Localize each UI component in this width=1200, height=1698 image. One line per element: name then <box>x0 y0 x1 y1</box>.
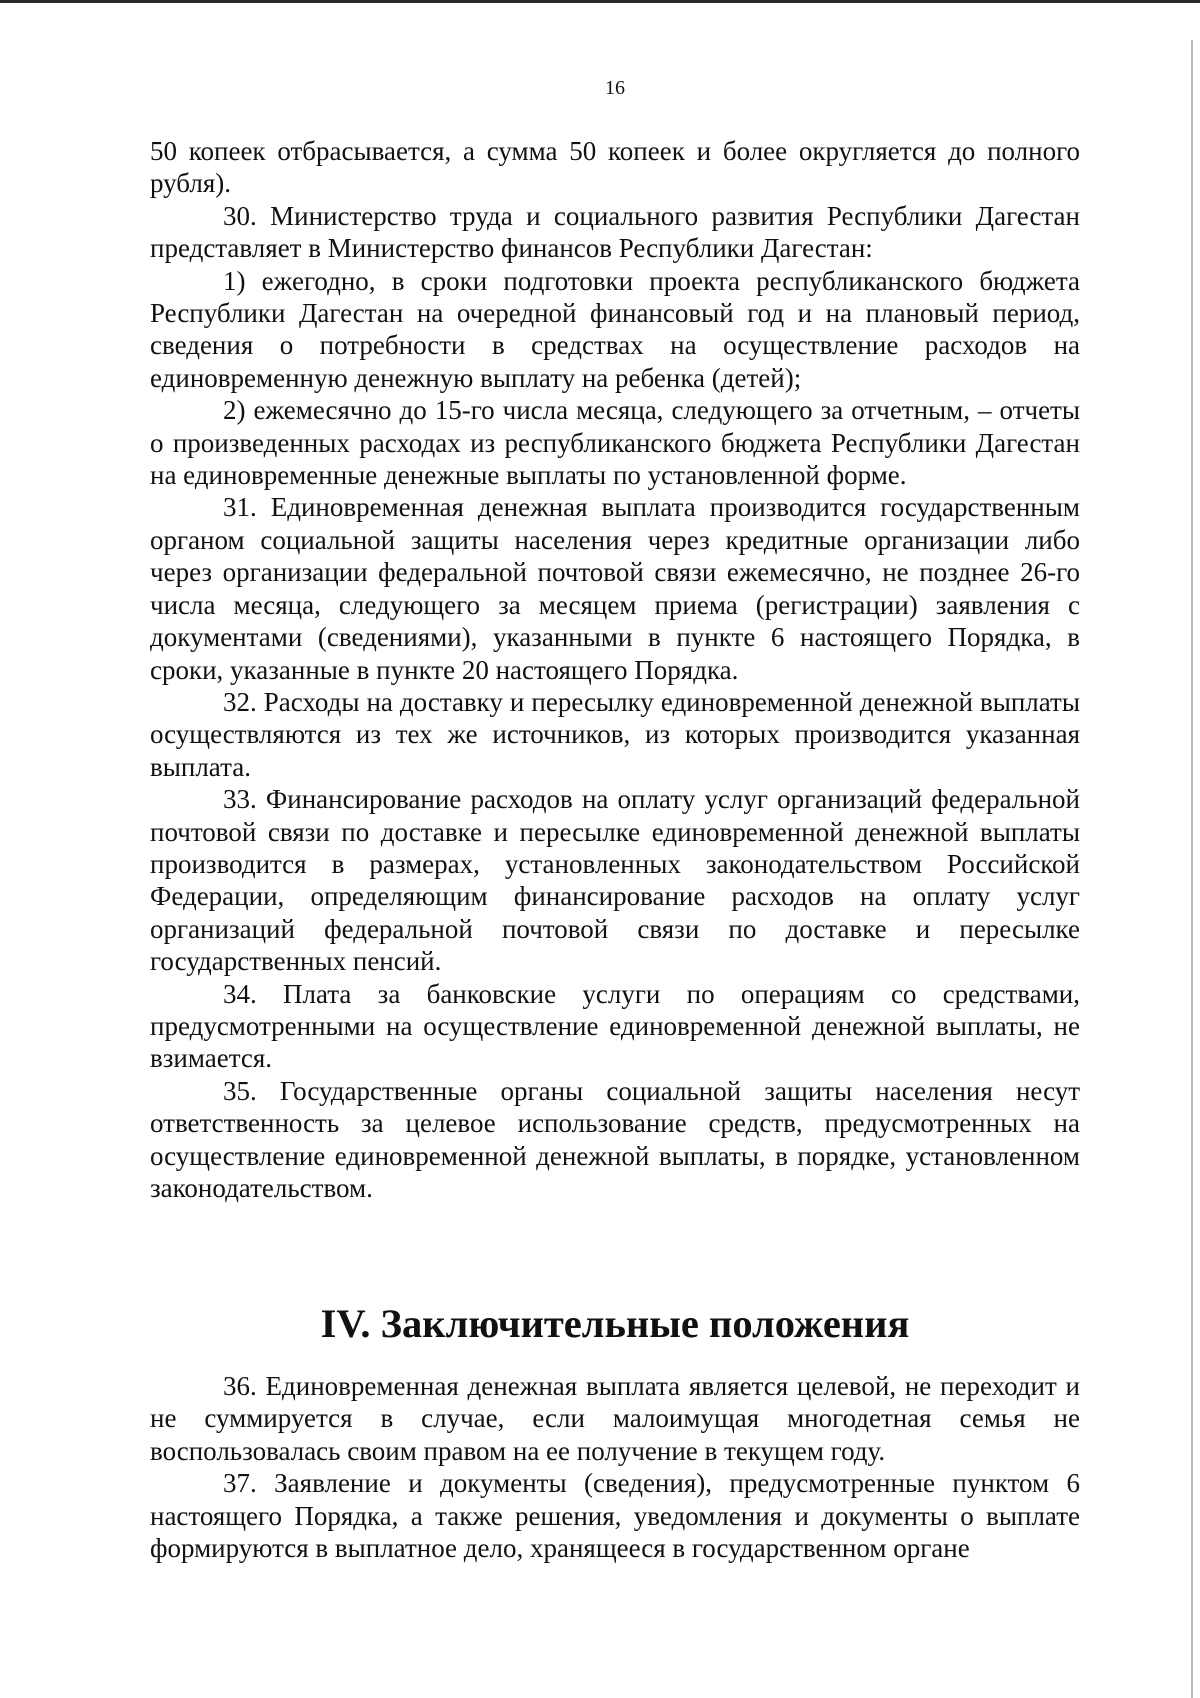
page-number: 16 <box>605 77 625 99</box>
paragraph-32: 32. Расходы на доставку и пересылку единовременной денежной выплаты осуществляются из тех же источников, из которых производится указанная выплата. <box>150 686 1080 782</box>
paragraph-continuation: 50 копеек отбрасывается, а сумма 50 копеек и более округляется до полного рубля). <box>150 136 1080 199</box>
paragraph-34: 34. Плата за банковские услуги по операциям со средствами, предусмотренными на осуществление единовременной денежной выплаты, не взимается. <box>150 978 1080 1074</box>
paragraph-37: 37. Заявление и документы (сведения), предусмотренные пунктом 6 настоящего Порядка, а также решения, уведомления и документы о выплате формируются в выплатное дело, хранящееся в государственном органе <box>150 1468 1080 1564</box>
paragraph-30-item-2: 2) ежемесячно до 15-го числа месяца, следующего за отчетным, – отчеты о произведенных расходах из республиканского бюджета Республики Дагестан на единовременные денежные выплаты по установленной форме. <box>150 395 1080 491</box>
paragraph-30-item-1: 1) ежегодно, в сроки подготовки проекта республиканского бюджета Республики Дагестан на очередной финансовый год и на плановый период, сведения о потребности в средствах на осуществление расходов на единовременную денежную выплату на ребенка (детей); <box>150 265 1080 393</box>
paragraph-30: 30. Министерство труда и социального развития Республики Дагестан представляет в Министерство финансов Республики Дагестан: <box>150 200 1080 264</box>
paragraph-35: 35. Государственные органы социальной защиты населения несут ответственность за целевое использование средств, предусмотренных на осуществление единовременной денежной выплаты, в порядке, установленном законодательством. <box>150 1075 1080 1203</box>
scan-edge-right <box>1191 40 1193 1698</box>
scan-edge-top <box>0 0 1200 3</box>
paragraph-33: 33. Финансирование расходов на оплату услуг организаций федеральной почтовой связи по доставке и пересылке единовременной денежной выплаты производится в размерах, установленных законодательством Российской Федерации, определяющим финансирование расходов на оплату услуг организаций федеральной почтовой связи по доставке и пересылке государственных пенсий. <box>150 784 1080 977</box>
text-block-bottom <box>150 1370 1080 1564</box>
paragraph-36: 36. Единовременная денежная выплата является целевой, не переходит и не суммируется в случае, если малоимущая многодетная семья не воспользовалась своим правом на ее получение в текущем году. <box>150 1371 1080 1466</box>
paragraph-31: 31. Единовременная денежная выплата производится государственным органом социальной защиты населения через кредитные организации либо через организации федеральной почтовой связи ежемесячно, не позднее 26-го числа месяца, следующего за месяцем приема (регистрации) заявления с документами (сведениями), указанными в пункте 6 настоящего Порядка, в сроки, указанные в пункте 20 настоящего Порядка. <box>150 492 1080 685</box>
section-heading: IV. Заключительные положения <box>320 1301 910 1346</box>
text-block-top <box>150 135 1080 1204</box>
